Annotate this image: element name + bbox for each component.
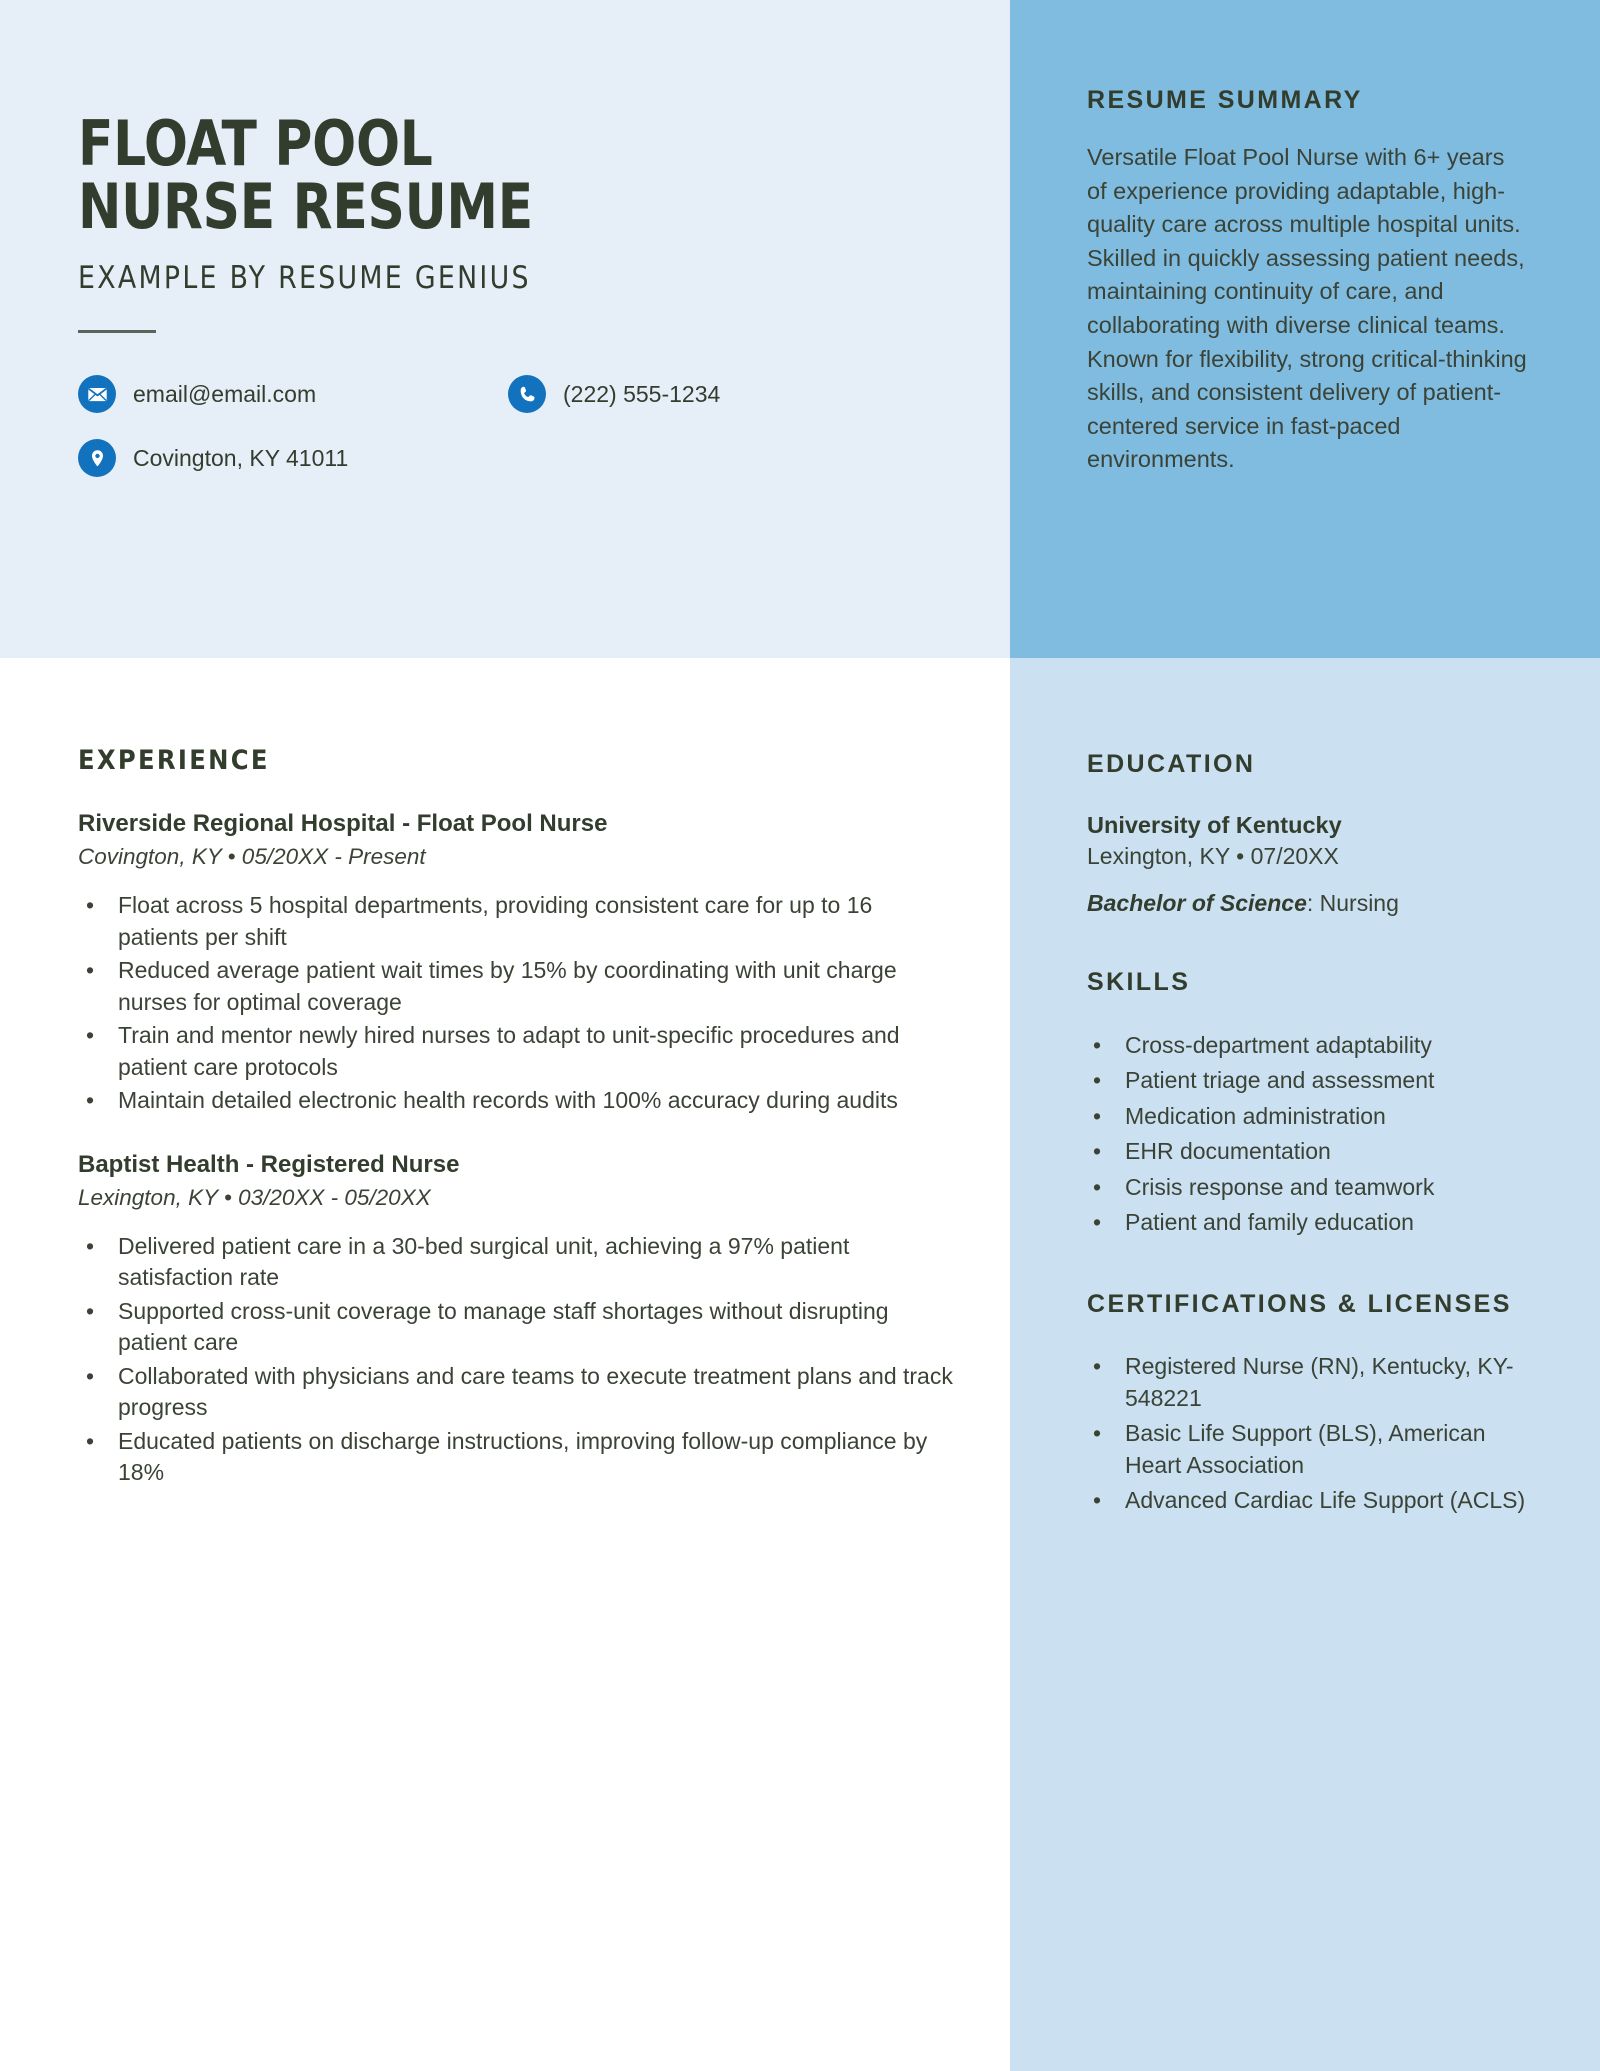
resume-summary-text: Versatile Float Pool Nurse with 6+ years of experience providing adaptable, high-quality care across multiple hospital units. Skilled in quickly assessing patient needs, maintaining continuity of care, and collaborating with diverse clinical teams. Known for flexibility, strong critical-thinking skills, and consistent delivery of patient-centered service in fast-paced environments. <box>1087 144 1527 473</box>
job-bullet-list <box>78 1231 958 1489</box>
resume-summary-section <box>1087 86 1527 477</box>
page-title-line-2: NURSE RESUME <box>78 170 533 244</box>
contact-location-text: Covington, KY 41011 <box>133 444 349 471</box>
contact-info <box>78 375 958 477</box>
experience-section <box>78 745 958 1491</box>
skill-item: • Patient triage and assessment <box>1087 1065 1547 1097</box>
job-meta: Covington, KY • 05/20XX - Present <box>78 844 426 869</box>
certification-item: • Advanced Cardiac Life Support (ACLS) <box>1087 1485 1547 1517</box>
page-subtitle: EXAMPLE BY RESUME GENIUS <box>78 260 531 297</box>
contact-email[interactable] <box>78 375 508 413</box>
job-bullet-list <box>78 890 958 1117</box>
skill-item: • Medication administration <box>1087 1101 1547 1133</box>
sidebar-content <box>1087 745 1547 1521</box>
education-degree-label: Bachelor of Science <box>1087 889 1307 916</box>
skill-item: • Cross-department adaptability <box>1087 1030 1547 1062</box>
contact-email-text: email@email.com <box>133 380 317 407</box>
phone-icon <box>508 375 546 413</box>
map-pin-icon <box>78 439 116 477</box>
skill-item: • Patient and family education <box>1087 1207 1547 1239</box>
job-meta: Lexington, KY • 03/20XX - 05/20XX <box>78 1184 431 1210</box>
certifications-list <box>1087 1351 1547 1517</box>
envelope-icon <box>78 375 116 413</box>
certifications-section <box>1087 1285 1547 1517</box>
job-bullet: • Maintain detailed electronic health records with 100% accuracy during audits <box>78 1085 958 1117</box>
experience-entry <box>78 1151 958 1489</box>
contact-row-2 <box>78 439 958 477</box>
skills-heading: SKILLS <box>1087 967 1191 996</box>
job-bullet: • Train and mentor newly hired nurses to adapt to unit-specific procedures and patient care protocols <box>78 1020 958 1083</box>
job-bullet: • Delivered patient care in a 30-bed surgical unit, achieving a 97% patient satisfaction rate <box>78 1231 958 1294</box>
skill-item: • EHR documentation <box>1087 1136 1547 1168</box>
education-meta: Lexington, KY • 07/20XX <box>1087 842 1339 869</box>
skills-section <box>1087 963 1547 1239</box>
header-content <box>78 107 958 503</box>
certification-item: • Registered Nurse (RN), Kentucky, KY-548221 <box>1087 1351 1547 1414</box>
job-bullet: • Educated patients on discharge instructions, improving follow-up compliance by 18% <box>78 1426 958 1489</box>
contact-location[interactable] <box>78 439 348 477</box>
contact-phone-text: (222) 555-1234 <box>563 380 721 407</box>
page-title <box>78 107 896 244</box>
job-bullet: • Collaborated with physicians and care teams to execute treatment plans and track progress <box>78 1361 958 1424</box>
job-title: Baptist Health - Registered Nurse <box>78 1150 460 1178</box>
job-bullet: • Float across 5 hospital departments, providing consistent care for up to 16 patients per shift <box>78 890 958 953</box>
contact-row-1 <box>78 375 958 413</box>
contact-phone[interactable] <box>508 375 720 413</box>
job-bullet: • Reduced average patient wait times by 15% by coordinating with unit charge nurses for optimal coverage <box>78 955 958 1018</box>
education-degree <box>1087 890 1547 917</box>
resume-summary-heading: RESUME SUMMARY <box>1087 86 1363 114</box>
experience-heading: EXPERIENCE <box>78 745 270 776</box>
page-title-line-1: FLOAT POOL <box>78 107 433 180</box>
skill-item: • Crisis response and teamwork <box>1087 1172 1547 1204</box>
job-title: Riverside Regional Hospital - Float Pool Nurse <box>78 810 608 837</box>
education-degree-value: : Nursing <box>1306 889 1399 916</box>
certification-item: • Basic Life Support (BLS), American Heart Association <box>1087 1418 1547 1481</box>
title-divider <box>78 330 156 333</box>
job-bullet: • Supported cross-unit coverage to manage staff shortages without disrupting patient care <box>78 1296 958 1359</box>
certifications-heading: CERTIFICATIONS & LICENSES <box>1087 1289 1512 1318</box>
experience-entry <box>78 810 958 1117</box>
education-section <box>1087 745 1547 917</box>
education-school: University of Kentucky <box>1087 811 1342 838</box>
education-heading: EDUCATION <box>1087 750 1256 778</box>
skills-list <box>1087 1030 1547 1239</box>
